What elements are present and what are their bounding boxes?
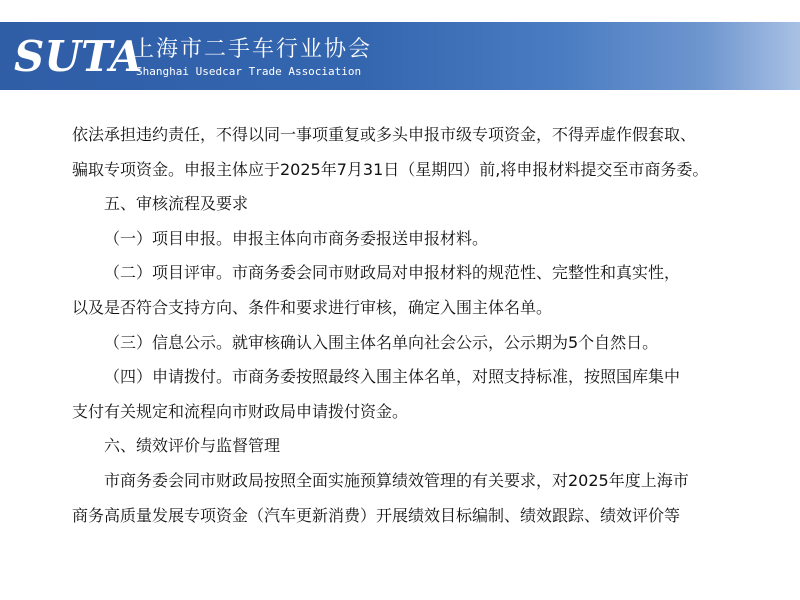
header-banner: [0, 22, 800, 90]
text-line: （一）项目申报。申报主体向市商务委报送申报材料。: [104, 228, 489, 248]
text-line: 支付有关规定和流程向市财政局申请拨付资金。: [72, 401, 409, 421]
text-line: （三）信息公示。就审核确认入围主体名单向社会公示，公示期为5个自然日。: [104, 332, 659, 352]
section-heading: 五、审核流程及要求: [104, 194, 249, 214]
suta-logo: SUTA: [14, 32, 143, 81]
org-name-cn: 上海市二手车行业协会: [132, 37, 373, 62]
text-line: 市商务委会同市财政局按照全面实施预算绩效管理的有关要求，对2025年度上海市: [104, 470, 689, 490]
text-line: 骗取专项资金。申报主体应于2025年7月31日（星期四）前,将申报材料提交至市商务委。: [72, 159, 709, 179]
document-body: [72, 118, 762, 533]
text-line: 依法承担违约责任，不得以同一事项重复或多头申报市级专项资金，不得弄虚作假套取、: [72, 125, 697, 144]
text-line: （二）项目评审。市商务委会同市财政局对申报材料的规范性、完整性和真实性，: [104, 263, 681, 283]
text-line: （四）申请拨付。市商务委按照最终入围主体名单，对照支持标准，按照国库集中: [104, 367, 681, 387]
text-line: 以及是否符合支持方向、条件和要求进行审核，确定入围主体名单。: [72, 297, 553, 317]
org-name-en: Shanghai Usedcar Trade Association: [136, 65, 362, 78]
section-heading: 六、绩效评价与监督管理: [104, 436, 281, 456]
text-line: 商务高质量发展专项资金（汽车更新消费）开展绩效目标编制、绩效跟踪、绩效评价等: [72, 505, 681, 525]
